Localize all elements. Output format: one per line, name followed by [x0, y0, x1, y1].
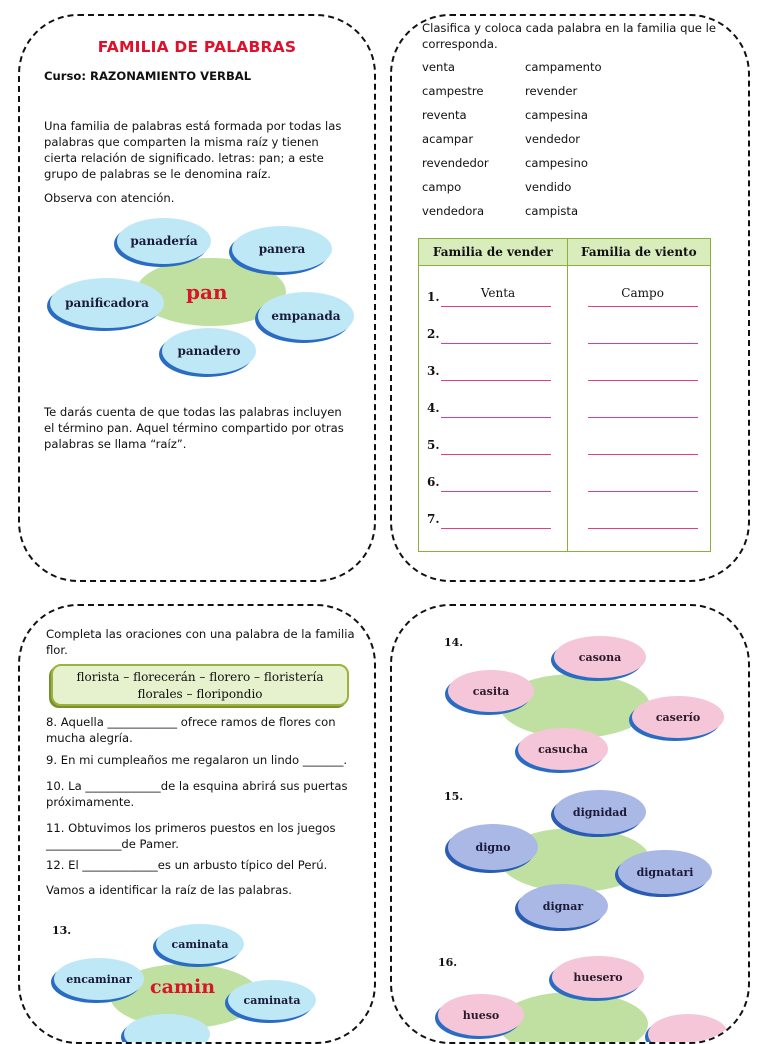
word-item: revendedor [422, 156, 489, 170]
intro-paragraph: Una familia de palabras está formada por todas las palabras que comparten la misma raíz y tienen cierta relación de significado. letras: pan; a este grupo de palabras se le denomina raíz. [44, 119, 342, 181]
diagram-word: panificadora [50, 278, 164, 328]
word-item: campista [525, 204, 579, 218]
flower-words-line: florales – floripondio [137, 687, 263, 701]
answer-line[interactable] [441, 417, 551, 418]
answer-line[interactable] [588, 417, 698, 418]
word-item: campesina [525, 108, 588, 122]
answer-line[interactable] [588, 454, 698, 455]
row-number: 7. [427, 512, 440, 526]
diagram-word: hueso [438, 994, 524, 1036]
answer-row [419, 319, 567, 355]
flower-word-box [51, 664, 349, 706]
answer-row [568, 393, 710, 429]
answer-line[interactable] [588, 306, 698, 307]
answer-text: Venta [480, 286, 516, 300]
sentence-item: 11. Obtuvimos los primeros puestos en los juegos _____________de Pamer. [46, 821, 336, 851]
answer-row [419, 467, 567, 503]
conclusion-paragraph: Te darás cuenta de que todas las palabras incluyen el término pan. Aquel término compartido por otras palabras se llama “raíz”. [44, 405, 344, 451]
identify-root-text: Vamos a identificar la raíz de las palabras. [46, 883, 292, 897]
word-item: acampar [422, 132, 474, 146]
row-number: 5. [427, 438, 440, 452]
flower-words-line: florista – florecerán – florero – floristería [76, 670, 324, 684]
word-item: campesino [525, 156, 588, 170]
diagram-word: dignatari [618, 850, 712, 894]
diagram-word: empanada [258, 292, 354, 340]
diagram-word: panadería [117, 218, 211, 264]
exercise-number: 13. [52, 924, 72, 937]
word-item: campestre [422, 84, 484, 98]
word-item: vendedor [525, 132, 581, 146]
answer-line[interactable] [588, 343, 698, 344]
sentence-item: 12. El _____________es un arbusto típico del Perú. [46, 858, 328, 872]
diagram-word: encaminar [54, 958, 144, 1000]
sentence-item: 10. La _____________de la esquina abrirá sus puertas próximamente. [46, 779, 348, 809]
pan-diagram [44, 216, 364, 386]
diagram-word: panera [232, 226, 332, 272]
row-number: 6. [427, 475, 440, 489]
row-number: 4. [427, 401, 440, 415]
diagram-word: casucha [518, 728, 608, 770]
word-item: vendido [525, 180, 572, 194]
family-table [418, 238, 711, 552]
camin-diagram [50, 924, 350, 1044]
exercise-number: 14. [444, 636, 464, 649]
digno-diagram [442, 790, 722, 930]
word-list [422, 60, 722, 230]
answer-row [419, 504, 567, 540]
diagram-word: caminata [156, 924, 244, 964]
answer-row [568, 467, 710, 503]
diagram-word: dignar [518, 884, 608, 928]
card-word-family-intro [18, 14, 376, 582]
answer-line[interactable] [441, 343, 551, 344]
observe-text: Observa con atención. [44, 191, 175, 205]
diagram-word: panadero [162, 328, 256, 374]
answer-line[interactable] [588, 528, 698, 529]
answer-line[interactable] [441, 306, 551, 307]
course-value: RAZONAMIENTO VERBAL [90, 69, 252, 83]
diagram-word: caminata [228, 980, 316, 1020]
answer-row [419, 393, 567, 429]
answer-row [568, 282, 710, 318]
diagram-word: casona [554, 636, 646, 678]
answer-line[interactable] [441, 380, 551, 381]
answer-row [568, 504, 710, 540]
card-complete-sentences [18, 604, 376, 1044]
answer-line[interactable] [441, 454, 551, 455]
diagram-word: digno [448, 824, 538, 870]
diagram-root-word: pan [186, 280, 228, 304]
course-line [44, 68, 251, 84]
diagram-word: caserío [632, 696, 724, 738]
classify-instruction: Clasifica y coloca cada palabra en la familia que le corresponda. [422, 21, 716, 51]
answer-row [568, 430, 710, 466]
word-item: venta [422, 60, 455, 74]
answer-column-vender [419, 266, 568, 552]
answer-row [419, 282, 567, 318]
diagram-word: huesero [552, 956, 644, 998]
answer-column-viento [567, 266, 710, 552]
card-classify-words [390, 14, 750, 582]
diagram-word-partial [648, 1014, 728, 1044]
answer-row [568, 319, 710, 355]
page-title: FAMILIA DE PALABRAS [97, 38, 297, 56]
word-item: campo [422, 180, 462, 194]
word-item: campamento [525, 60, 602, 74]
answer-line[interactable] [441, 491, 551, 492]
hueso-diagram [432, 952, 732, 1044]
word-item: reventa [422, 108, 467, 122]
sentence-item: 8. Aquella ____________ ofrece ramos de flores con mucha alegría. [46, 715, 336, 745]
row-number: 1. [427, 290, 440, 304]
card-root-diagrams [390, 604, 750, 1044]
row-number: 2. [427, 327, 440, 341]
sentences-instruction: Completa las oraciones con una palabra de la familia flor. [46, 627, 355, 657]
answer-line[interactable] [441, 528, 551, 529]
table-header: Familia de viento [567, 239, 710, 266]
diagram-word: casita [448, 670, 534, 712]
diagram-root-word: camin [150, 976, 216, 998]
answer-text: Campo [621, 286, 664, 300]
sentence-item: 9. En mi cumpleaños me regalaron un lindo _______. [46, 753, 348, 767]
row-number: 3. [427, 364, 440, 378]
answer-row [419, 430, 567, 466]
answer-line[interactable] [588, 380, 698, 381]
table-header: Familia de vender [419, 239, 568, 266]
exercise-number: 15. [444, 790, 464, 803]
answer-row [419, 356, 567, 392]
exercise-number: 16. [438, 956, 458, 969]
answer-line[interactable] [588, 491, 698, 492]
casa-diagram [442, 636, 712, 776]
word-item: revender [525, 84, 578, 98]
answer-row [568, 356, 710, 392]
diagram-word: dignidad [554, 790, 646, 834]
word-item: vendedora [422, 204, 485, 218]
course-label: Curso: [44, 69, 86, 83]
